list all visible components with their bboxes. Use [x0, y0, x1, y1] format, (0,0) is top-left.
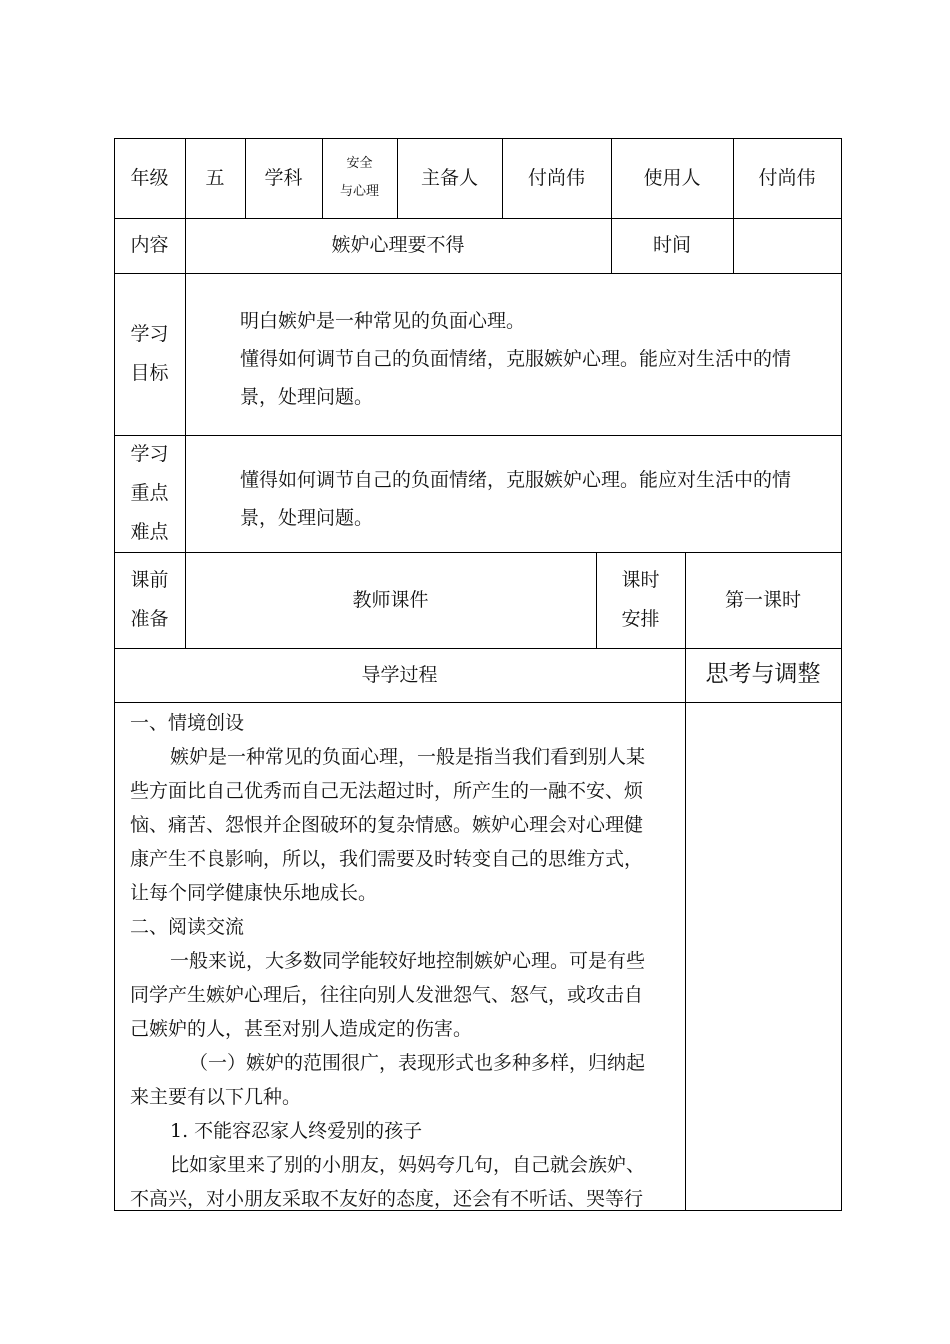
goals-label-line1: 学习 [130, 323, 169, 345]
prep-label-line1: 课前 [130, 569, 169, 591]
period-label [596, 552, 685, 648]
process-header-right: 思考与调整 [705, 661, 821, 688]
process-line: 恼、痛苦、怨恨并企图破环的复杂情感。嫉妒心理会对心理健 [130, 814, 644, 836]
process-line: 康产生不良影响，所以，我们需要及时转变自己的思维方式， [130, 848, 644, 870]
key-points-line: 景，处理问题。 [240, 507, 374, 529]
process-line: 一般来说，大多数同学能较好地控制嫉妒心理。可是有些 [170, 950, 646, 972]
goals-label [114, 273, 185, 435]
time-label: 时间 [652, 234, 691, 257]
goals-line: 明白嫉妒是一种常见的负面心理。 [240, 310, 526, 332]
process-line: 让每个同学健康快乐地成长。 [130, 882, 378, 904]
user-label: 使用人 [643, 166, 701, 189]
goals-label-line2: 目标 [130, 362, 169, 384]
goals-line: 景，处理问题。 [240, 386, 374, 408]
process-line: （一）嫉妒的范围很广，表现形式也多种多样，归纳起 [189, 1052, 646, 1074]
process-line: 来主要有以下几种。 [130, 1086, 302, 1108]
preparer-value: 付尚伟 [527, 166, 585, 189]
goals-text [240, 302, 840, 416]
row-divider-3 [114, 435, 842, 436]
prep-label [114, 552, 185, 648]
key-points-label-line2: 重点 [130, 482, 169, 504]
process-line: 不高兴，对小朋友采取不友好的态度，还会有不听话、哭等行 [130, 1188, 644, 1210]
key-points-label [114, 435, 185, 552]
key-points-label-line1: 学习 [130, 443, 169, 465]
key-points-line: 懂得如何调节自己的负面情绪，克服嫉妒心理。能应对生活中的情 [240, 469, 792, 491]
subject-value-line2: 与心理 [339, 184, 379, 199]
process-line: 1. 不能容忍家人终爱别的孩子 [170, 1120, 423, 1142]
goals-line: 懂得如何调节自己的负面情绪，克服嫉妒心理。能应对生活中的情 [240, 348, 792, 370]
key-points-label-line3: 难点 [130, 521, 169, 543]
period-label-line2: 安排 [621, 608, 660, 630]
user-value: 付尚伟 [758, 166, 816, 189]
prep-value: 教师课件 [352, 588, 429, 611]
process-line: 些方面比自己优秀而自己无法超过时，所产生的一融不安、烦 [130, 780, 644, 802]
key-points-text [240, 461, 840, 537]
process-line: 比如家里来了别的小朋友，妈妈夸几句，自己就会族妒、 [170, 1154, 646, 1176]
preparer-label: 主备人 [420, 166, 478, 189]
process-line: 己嫉妒的人，甚至对别人造成定的伤害。 [130, 1018, 473, 1040]
subject-value [322, 138, 397, 218]
process-line: 嫉妒是一种常见的负面心理，一般是指当我们看到别人某 [170, 746, 646, 768]
row-divider-2 [114, 273, 842, 274]
subject-label: 学科 [264, 166, 303, 189]
grade-label: 年级 [130, 166, 169, 189]
content-label: 内容 [130, 234, 169, 257]
grade-value: 五 [205, 166, 225, 189]
period-label-line1: 课时 [621, 569, 660, 591]
process-header-left: 导学过程 [361, 663, 438, 686]
content-value: 嫉妒心理要不得 [331, 234, 465, 257]
prep-label-line2: 准备 [130, 608, 169, 630]
process-line: 一、情境创设 [130, 712, 245, 734]
table-border-right [841, 138, 842, 1211]
process-line: 同学产生嫉妒心理后，往往向别人发泄怨气、怒气，或攻击自 [130, 984, 644, 1006]
period-value: 第一课时 [724, 588, 801, 611]
subject-value-line1: 安全 [346, 156, 373, 171]
col-divider [685, 648, 686, 1210]
row-divider-6 [114, 702, 842, 703]
col-divider [185, 273, 186, 552]
process-line: 二、阅读交流 [130, 916, 245, 938]
time-value [733, 218, 841, 273]
